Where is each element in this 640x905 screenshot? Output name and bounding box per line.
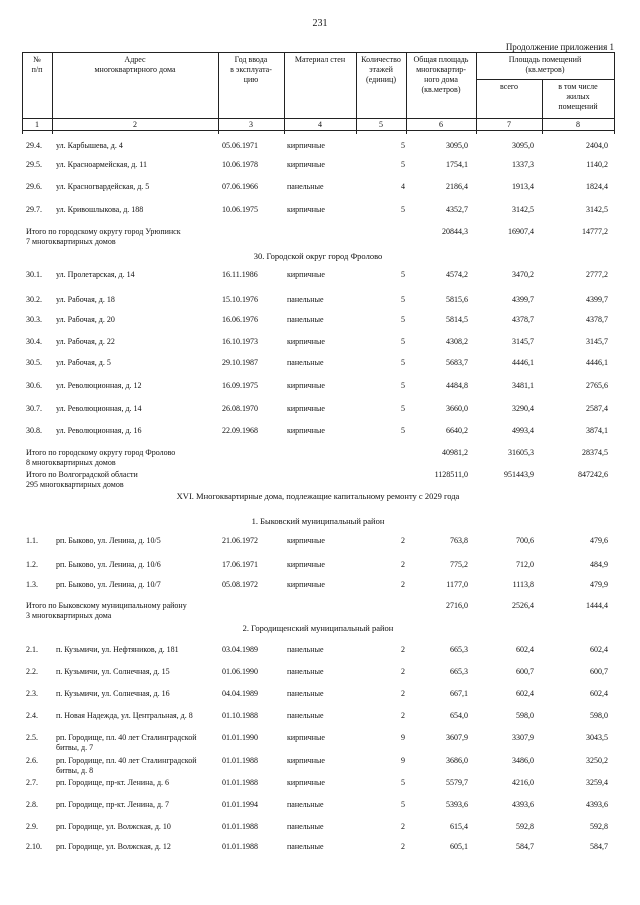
- row-premises-all: 712,0: [516, 560, 534, 569]
- row-year: 16.09.1975: [222, 381, 258, 390]
- row-material: кирпичные: [287, 733, 325, 742]
- row-total-area: 763,8: [450, 536, 468, 545]
- row-premises-living: 1444,4: [586, 601, 608, 610]
- table-row: [0, 778, 640, 790]
- row-material: панельные: [287, 711, 324, 720]
- row-total-area: 1177,0: [446, 580, 468, 589]
- row-year: 05.06.1971: [222, 141, 258, 150]
- row-material: панельные: [287, 667, 324, 676]
- row-number: 30.3.: [26, 315, 42, 324]
- row-premises-living: 1824,4: [586, 182, 608, 191]
- row-premises-all: 598,0: [516, 711, 534, 720]
- row-total-area: 5815,6: [446, 295, 468, 304]
- table-row: [0, 358, 640, 370]
- row-address: рп. Городище, ул. Волжская, д. 12: [56, 842, 171, 851]
- row-address: ул. Карбышева, д. 4: [56, 141, 123, 150]
- row-year: 10.06.1978: [222, 160, 258, 169]
- row-premises-all: 602,4: [516, 689, 534, 698]
- row-premises-all: 3486,0: [512, 756, 534, 765]
- row-total-area: 6640,2: [446, 426, 468, 435]
- table-header: [22, 52, 614, 134]
- row-number: 30.8.: [26, 426, 42, 435]
- header-col-floors: Количество этажей (единиц): [361, 55, 401, 84]
- row-year: 01.01.1988: [222, 842, 258, 851]
- row-number: 30.5.: [26, 358, 42, 367]
- row-material: панельные: [287, 800, 324, 809]
- row-premises-all: 4446,1: [512, 358, 534, 367]
- row-floors: 2: [401, 560, 405, 569]
- row-premises-all: 700,6: [516, 536, 534, 545]
- table-row: [0, 160, 640, 172]
- row-year: 01.10.1988: [222, 711, 258, 720]
- row-material: кирпичные: [287, 141, 325, 150]
- table-row: [0, 404, 640, 416]
- row-premises-living: 3250,2: [586, 756, 608, 765]
- row-total-area: 667,1: [450, 689, 468, 698]
- row-material: панельные: [287, 645, 324, 654]
- table-row: [0, 580, 640, 592]
- row-floors: 2: [401, 842, 405, 851]
- row-total-area: 40981,2: [442, 448, 468, 457]
- row-floors: 5: [401, 315, 405, 324]
- total-label: Итого по Волгоградской области 295 многоквартирных домов: [26, 470, 138, 489]
- table-row: [0, 842, 640, 854]
- col-number-3: 3: [249, 120, 253, 129]
- row-material: панельные: [287, 689, 324, 698]
- row-address: рп. Городище, пр-кт. Ленина, д. 7: [56, 800, 170, 809]
- row-address: ул. Красногвардейская, д. 5: [56, 182, 150, 191]
- row-total-area: 665,3: [450, 645, 468, 654]
- row-number: 2.4.: [26, 711, 38, 720]
- row-year: 29.10.1987: [222, 358, 258, 367]
- table-row: [0, 315, 640, 327]
- table-row: [0, 270, 640, 282]
- page-number: 231: [312, 18, 328, 29]
- row-total-area: 665,3: [450, 667, 468, 676]
- row-floors: 5: [401, 337, 405, 346]
- row-number: 2.9.: [26, 822, 38, 831]
- row-premises-all: 602,4: [516, 645, 534, 654]
- row-floors: 5: [401, 404, 405, 413]
- row-premises-living: 14777,2: [582, 227, 608, 236]
- row-total-area: 4574,2: [446, 270, 468, 279]
- row-number: 1.3.: [26, 580, 38, 589]
- row-number: 29.5.: [26, 160, 42, 169]
- table-row: [0, 560, 640, 572]
- row-address: ул. Кривошлыкова, д. 188: [56, 205, 144, 214]
- section-heading: 30. Городской округ город Фролово: [253, 251, 383, 261]
- row-address: ул. Пролетарская, д. 14: [56, 270, 135, 279]
- row-number: 30.4.: [26, 337, 42, 346]
- row-number: 30.2.: [26, 295, 42, 304]
- row-year: 07.06.1966: [222, 182, 258, 191]
- row-premises-all: 2526,4: [512, 601, 534, 610]
- row-total-area: 5579,7: [446, 778, 468, 787]
- row-floors: 2: [401, 667, 405, 676]
- row-material: кирпичные: [287, 426, 325, 435]
- row-premises-living: 4399,7: [586, 295, 608, 304]
- row-address: ул. Рабочая, д. 20: [56, 315, 115, 324]
- row-number: 29.6.: [26, 182, 42, 191]
- row-premises-living: 584,7: [590, 842, 608, 851]
- row-total-area: 1128511,0: [434, 470, 468, 479]
- row-material: кирпичные: [287, 160, 325, 169]
- row-premises-all: 1913,4: [512, 182, 534, 191]
- row-material: кирпичные: [287, 404, 325, 413]
- row-material: панельные: [287, 315, 324, 324]
- row-total-area: 775,2: [450, 560, 468, 569]
- row-premises-living: 28374,5: [582, 448, 608, 457]
- table-row: [0, 689, 640, 701]
- row-address: рп. Быково, ул. Ленина, д. 10/7: [56, 580, 161, 589]
- row-floors: 5: [401, 160, 405, 169]
- table-row: [0, 337, 640, 349]
- row-premises-all: 16907,4: [508, 227, 534, 236]
- row-premises-all: 951443,9: [504, 470, 534, 479]
- row-number: 30.6.: [26, 381, 42, 390]
- row-premises-all: 592,8: [516, 822, 534, 831]
- row-total-area: 5814,5: [446, 315, 468, 324]
- row-premises-all: 4993,4: [512, 426, 534, 435]
- row-floors: 5: [401, 205, 405, 214]
- row-premises-living: 3145,7: [586, 337, 608, 346]
- row-material: кирпичные: [287, 205, 325, 214]
- row-premises-living: 592,8: [590, 822, 608, 831]
- col-number-2: 2: [133, 120, 137, 129]
- row-address: ул. Красноармейская, д. 11: [56, 160, 148, 169]
- col-number-5: 5: [379, 120, 383, 129]
- row-premises-living: 600,7: [590, 667, 608, 676]
- section-heading: XVI. Многоквартирные дома, подлежащие капитальному ремонту с 2029 года: [176, 491, 460, 501]
- row-premises-living: 602,4: [590, 689, 608, 698]
- row-number: 2.10.: [26, 842, 42, 851]
- row-premises-all: 3481,1: [512, 381, 534, 390]
- row-premises-all: 3470,2: [512, 270, 534, 279]
- row-number: 30.1.: [26, 270, 42, 279]
- row-total-area: 5393,6: [446, 800, 468, 809]
- header-col-premises-living: в том числе жилых помещений: [558, 82, 598, 111]
- table-row: [0, 295, 640, 307]
- row-floors: 5: [401, 141, 405, 150]
- row-address: п. Кузьмичи, ул. Нефтяников, д. 181: [56, 645, 179, 654]
- row-number: 1.2.: [26, 560, 38, 569]
- row-number: 29.4.: [26, 141, 42, 150]
- table-row: [0, 141, 640, 153]
- row-floors: 5: [401, 778, 405, 787]
- row-address: ул. Революционная, д. 16: [56, 426, 142, 435]
- row-number: 2.3.: [26, 689, 38, 698]
- row-address: рп. Городище, пл. 40 лет Сталинградской битвы, д. 7: [56, 733, 197, 752]
- row-premises-all: 4393,6: [512, 800, 534, 809]
- row-premises-living: 3043,5: [586, 733, 608, 742]
- row-premises-living: 3874,1: [586, 426, 608, 435]
- row-address: п. Кузьмичи, ул. Солнечная, д. 16: [56, 689, 170, 698]
- row-year: 01.01.1994: [222, 800, 258, 809]
- row-premises-living: 1140,2: [586, 160, 608, 169]
- row-material: кирпичные: [287, 270, 325, 279]
- row-floors: 5: [401, 358, 405, 367]
- row-total-area: 4308,2: [446, 337, 468, 346]
- table-row: [0, 645, 640, 657]
- row-number: 29.7.: [26, 205, 42, 214]
- row-material: кирпичные: [287, 756, 325, 765]
- row-total-area: 20844,3: [442, 227, 468, 236]
- row-premises-living: 4378,7: [586, 315, 608, 324]
- row-year: 04.04.1989: [222, 689, 258, 698]
- row-year: 22.09.1968: [222, 426, 258, 435]
- row-material: панельные: [287, 822, 324, 831]
- row-address: п. Кузьмичи, ул. Солнечная, д. 15: [56, 667, 170, 676]
- row-year: 01.01.1990: [222, 733, 258, 742]
- row-premises-living: 847242,6: [578, 470, 608, 479]
- row-premises-all: 600,7: [516, 667, 534, 676]
- row-number: 1.1.: [26, 536, 38, 545]
- row-material: кирпичные: [287, 560, 325, 569]
- row-total-area: 1754,1: [446, 160, 468, 169]
- row-premises-living: 2587,4: [586, 404, 608, 413]
- row-material: кирпичные: [287, 580, 325, 589]
- row-floors: 5: [401, 800, 405, 809]
- section-heading: 1. Быковский муниципальный район: [251, 516, 385, 526]
- row-address: ул. Революционная, д. 12: [56, 381, 142, 390]
- row-floors: 5: [401, 426, 405, 435]
- row-material: панельные: [287, 358, 324, 367]
- row-total-area: 2186,4: [446, 182, 468, 191]
- row-total-area: 4484,8: [446, 381, 468, 390]
- row-floors: 4: [401, 182, 405, 191]
- total-label: Итого по городскому округу город Урюпинск 7 многоквартирных домов: [26, 227, 181, 246]
- row-premises-living: 479,9: [590, 580, 608, 589]
- row-floors: 2: [401, 689, 405, 698]
- row-material: кирпичные: [287, 381, 325, 390]
- row-year: 26.08.1970: [222, 404, 258, 413]
- header-col-year: Год ввода в эксплуата- цию: [230, 55, 272, 84]
- row-year: 17.06.1971: [222, 560, 258, 569]
- table-row: [0, 711, 640, 723]
- row-premises-all: 3307,9: [512, 733, 534, 742]
- row-premises-living: 2765,6: [586, 381, 608, 390]
- row-premises-all: 3290,4: [512, 404, 534, 413]
- row-year: 01.06.1990: [222, 667, 258, 676]
- row-premises-all: 4378,7: [512, 315, 534, 324]
- row-year: 16.11.1986: [222, 270, 258, 279]
- row-address: п. Новая Надежда, ул. Центральная, д. 8: [56, 711, 193, 720]
- row-floors: 2: [401, 711, 405, 720]
- continuation-note: Продолжение приложения 1: [505, 42, 614, 52]
- row-total-area: 615,4: [450, 822, 468, 831]
- row-year: 16.10.1973: [222, 337, 258, 346]
- row-premises-living: 4446,1: [586, 358, 608, 367]
- header-col-premises: Площадь помещений (кв.метров): [508, 55, 582, 74]
- header-col-number: № п/п: [31, 55, 43, 74]
- col-number-8: 8: [576, 120, 580, 129]
- row-premises-all: 3095,0: [512, 141, 534, 150]
- table-row: [0, 205, 640, 217]
- row-floors: 2: [401, 645, 405, 654]
- row-address: рп. Быково, ул. Ленина, д. 10/5: [56, 536, 161, 545]
- table-row: [0, 756, 640, 775]
- row-number: 2.8.: [26, 800, 38, 809]
- table-row: [0, 822, 640, 834]
- row-material: кирпичные: [287, 337, 325, 346]
- row-year: 21.06.1972: [222, 536, 258, 545]
- row-total-area: 3607,9: [446, 733, 468, 742]
- col-number-6: 6: [439, 120, 443, 129]
- row-number: 30.7.: [26, 404, 42, 413]
- table-row: [0, 800, 640, 812]
- row-year: 05.08.1972: [222, 580, 258, 589]
- row-floors: 5: [401, 270, 405, 279]
- row-premises-living: 2777,2: [586, 270, 608, 279]
- row-floors: 9: [401, 733, 405, 742]
- row-total-area: 3660,0: [446, 404, 468, 413]
- row-year: 01.01.1988: [222, 822, 258, 831]
- row-material: кирпичные: [287, 536, 325, 545]
- row-number: 2.7.: [26, 778, 38, 787]
- table-row: [0, 536, 640, 548]
- row-premises-living: 484,9: [590, 560, 608, 569]
- row-premises-all: 3142,5: [512, 205, 534, 214]
- row-premises-living: 598,0: [590, 711, 608, 720]
- total-row: [0, 448, 640, 467]
- row-premises-living: 2404,0: [586, 141, 608, 150]
- row-address: ул. Рабочая, д. 18: [56, 295, 115, 304]
- row-total-area: 5683,7: [446, 358, 468, 367]
- col-number-7: 7: [507, 120, 511, 129]
- row-floors: 5: [401, 381, 405, 390]
- row-address: рп. Быково, ул. Ленина, д. 10/6: [56, 560, 161, 569]
- row-address: рп. Городище, ул. Волжская, д. 10: [56, 822, 171, 831]
- row-floors: 2: [401, 536, 405, 545]
- row-year: 16.06.1976: [222, 315, 258, 324]
- row-total-area: 3686,0: [446, 756, 468, 765]
- row-material: кирпичные: [287, 778, 325, 787]
- table-row: [0, 182, 640, 194]
- row-address: рп. Городище, пл. 40 лет Сталинградской битвы, д. 8: [56, 756, 197, 775]
- header-col-total-area: Общая площадь многоквартир- ного дома (кв.метров): [413, 55, 469, 94]
- row-address: ул. Рабочая, д. 5: [56, 358, 111, 367]
- row-premises-all: 31605,3: [508, 448, 534, 457]
- row-number: 2.2.: [26, 667, 38, 676]
- row-material: панельные: [287, 295, 324, 304]
- table-row: [0, 667, 640, 679]
- row-number: 2.1.: [26, 645, 38, 654]
- row-floors: 2: [401, 580, 405, 589]
- row-year: 01.01.1988: [222, 756, 258, 765]
- col-number-4: 4: [318, 120, 322, 129]
- row-year: 03.04.1989: [222, 645, 258, 654]
- row-premises-living: 3142,5: [586, 205, 608, 214]
- table-row: [0, 426, 640, 438]
- row-year: 01.01.1988: [222, 778, 258, 787]
- row-total-area: 2716,0: [446, 601, 468, 610]
- row-total-area: 3095,0: [446, 141, 468, 150]
- header-col-address: Адрес многоквартирного дома: [94, 55, 176, 74]
- total-label: Итого по городскому округу город Фролово 8 многоквартирных домов: [26, 448, 176, 467]
- row-premises-all: 1113,8: [512, 580, 534, 589]
- row-premises-living: 3259,4: [586, 778, 608, 787]
- total-row: [0, 470, 640, 489]
- total-row: [0, 601, 640, 620]
- row-address: рп. Городище, пр-кт. Ленина, д. 6: [56, 778, 170, 787]
- row-number: 2.6.: [26, 756, 38, 765]
- row-premises-living: 4393,6: [586, 800, 608, 809]
- row-address: ул. Рабочая, д. 22: [56, 337, 115, 346]
- total-label: Итого по Быковскому муниципальному району 3 многоквартирных дома: [26, 601, 187, 620]
- row-number: 2.5.: [26, 733, 38, 742]
- row-year: 10.06.1975: [222, 205, 258, 214]
- row-material: панельные: [287, 842, 324, 851]
- row-material: панельные: [287, 182, 324, 191]
- header-col-premises-all: всего: [499, 82, 518, 91]
- row-premises-all: 4399,7: [512, 295, 534, 304]
- table-row: [0, 733, 640, 752]
- table-row: [0, 381, 640, 393]
- total-row: [0, 227, 640, 246]
- row-premises-living: 479,6: [590, 536, 608, 545]
- row-total-area: 605,1: [450, 842, 468, 851]
- row-address: ул. Революционная, д. 14: [56, 404, 142, 413]
- row-total-area: 654,0: [450, 711, 468, 720]
- row-premises-living: 602,4: [590, 645, 608, 654]
- row-floors: 9: [401, 756, 405, 765]
- row-year: 15.10.1976: [222, 295, 258, 304]
- col-number-1: 1: [35, 120, 39, 129]
- row-premises-all: 584,7: [516, 842, 534, 851]
- header-col-material: Материал стен: [294, 55, 346, 64]
- row-premises-all: 1337,3: [512, 160, 534, 169]
- row-floors: 5: [401, 295, 405, 304]
- row-premises-all: 4216,0: [512, 778, 534, 787]
- row-floors: 2: [401, 822, 405, 831]
- row-premises-all: 3145,7: [512, 337, 534, 346]
- row-total-area: 4352,7: [446, 205, 468, 214]
- section-heading: 2. Городищенский муниципальный район: [242, 623, 394, 633]
